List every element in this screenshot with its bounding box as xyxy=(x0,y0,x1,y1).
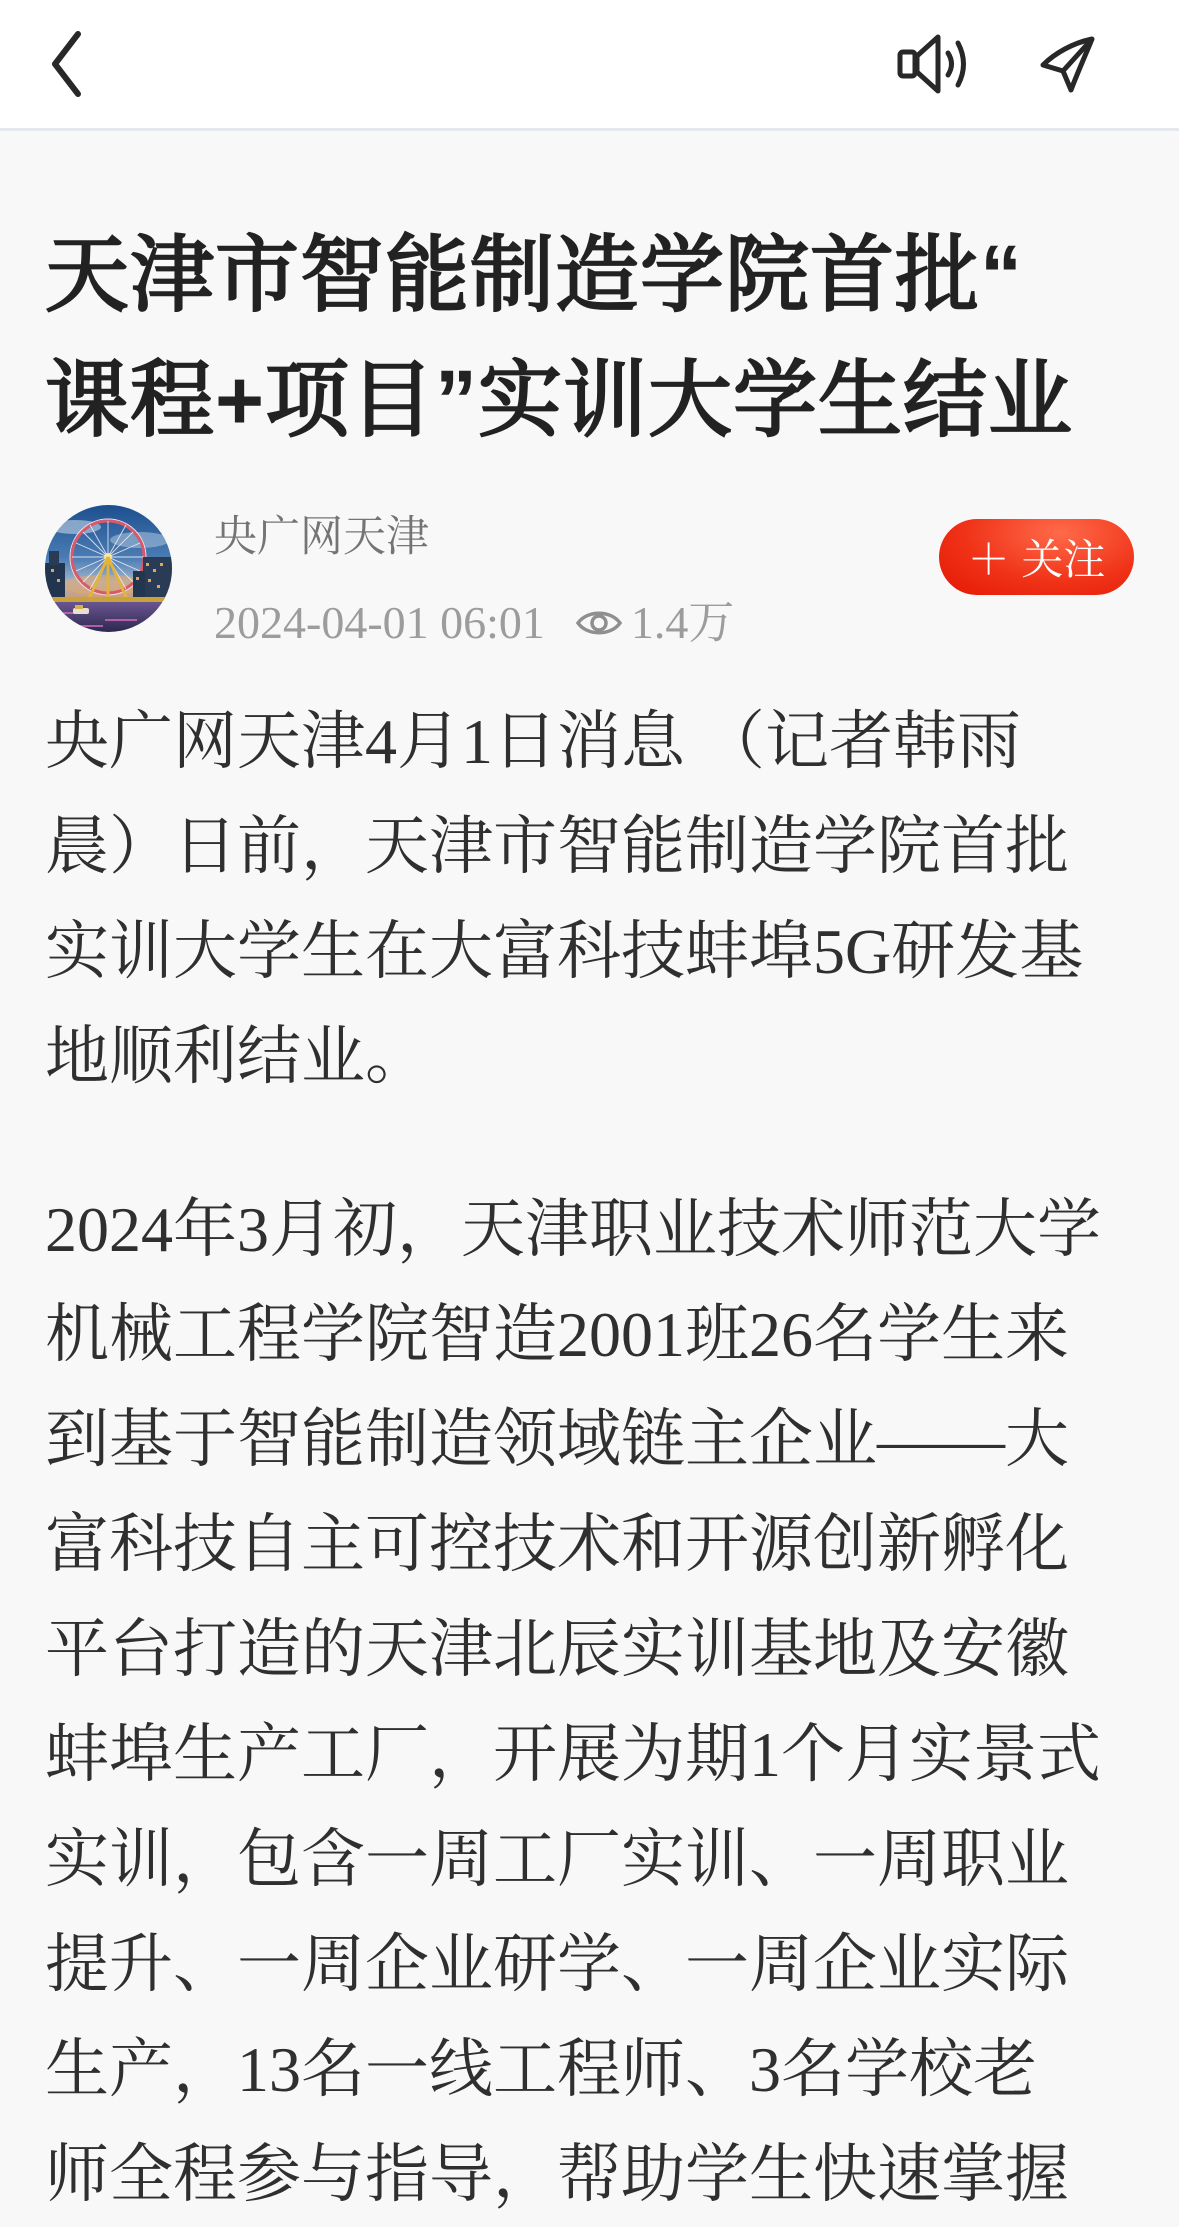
share-forward-icon xyxy=(1035,32,1099,96)
author-name[interactable]: 央广网天津 xyxy=(214,513,429,561)
paragraph-line: 平台打造的天津北辰实训基地及安徽 xyxy=(45,1614,1069,1685)
paragraph-line: 到基于智能制造领域链主企业——大 xyxy=(45,1404,1069,1475)
avatar[interactable] xyxy=(45,505,172,632)
back-button[interactable] xyxy=(48,30,84,98)
paragraph-line: 生产，13名一线工程师、3名学校老 xyxy=(45,2034,1037,2105)
share-button[interactable] xyxy=(1035,32,1099,96)
topbar-divider xyxy=(0,128,1179,131)
paragraph-line: 提升、一周企业研学、一周企业实际 xyxy=(45,1929,1069,2000)
eye-icon xyxy=(575,606,623,640)
article-page xyxy=(0,213,1179,2227)
follow-button-label: ＋ 关注 xyxy=(967,536,1106,583)
article-title-line-2: 课程+项目”实训大学生结业 xyxy=(45,353,1074,447)
paragraph-line: 实训大学生在大富科技蚌埠5G研发基 xyxy=(45,916,1084,987)
read-aloud-button[interactable] xyxy=(895,31,979,97)
author-meta xyxy=(214,597,734,649)
paragraph-line: 机械工程学院智造2001班26名学生来 xyxy=(45,1299,1069,1370)
article-title xyxy=(45,213,1134,463)
author-info xyxy=(214,505,734,649)
author-row xyxy=(45,505,1134,649)
paragraph-line: 地顺利结业。 xyxy=(45,1021,429,1092)
article-paragraph-1 xyxy=(45,689,1134,1109)
paragraph-line: 蚌埠生产工厂，开展为期1个月实景式 xyxy=(45,1719,1101,1790)
publish-date: 2024-04-01 06:01 xyxy=(214,597,545,648)
speaker-icon xyxy=(895,31,979,97)
chevron-left-icon xyxy=(48,30,84,98)
paragraph-line-partially-visible: 师全程参与指导，帮助学生快速掌握 xyxy=(45,2139,1069,2210)
paragraph-line: 晨）日前，天津市智能制造学院首批 xyxy=(45,811,1069,882)
view-count xyxy=(575,597,735,649)
paragraph-line: 央广网天津4月1日消息 （记者韩雨 xyxy=(45,706,1021,777)
article-paragraph-2 xyxy=(45,1177,1134,2227)
paragraph-line: 2024年3月初，天津职业技术师范大学 xyxy=(45,1194,1101,1265)
paragraph-line: 实训，包含一周工厂实训、一周职业 xyxy=(45,1824,1069,1895)
view-count-value: 1.4万 xyxy=(630,597,735,648)
top-navigation-bar xyxy=(0,0,1179,128)
paragraph-line: 富科技自主可控技术和开源创新孵化 xyxy=(45,1509,1069,1580)
article-title-line-1: 天津市智能制造学院首批“ xyxy=(45,228,1024,322)
follow-button[interactable] xyxy=(939,519,1134,595)
